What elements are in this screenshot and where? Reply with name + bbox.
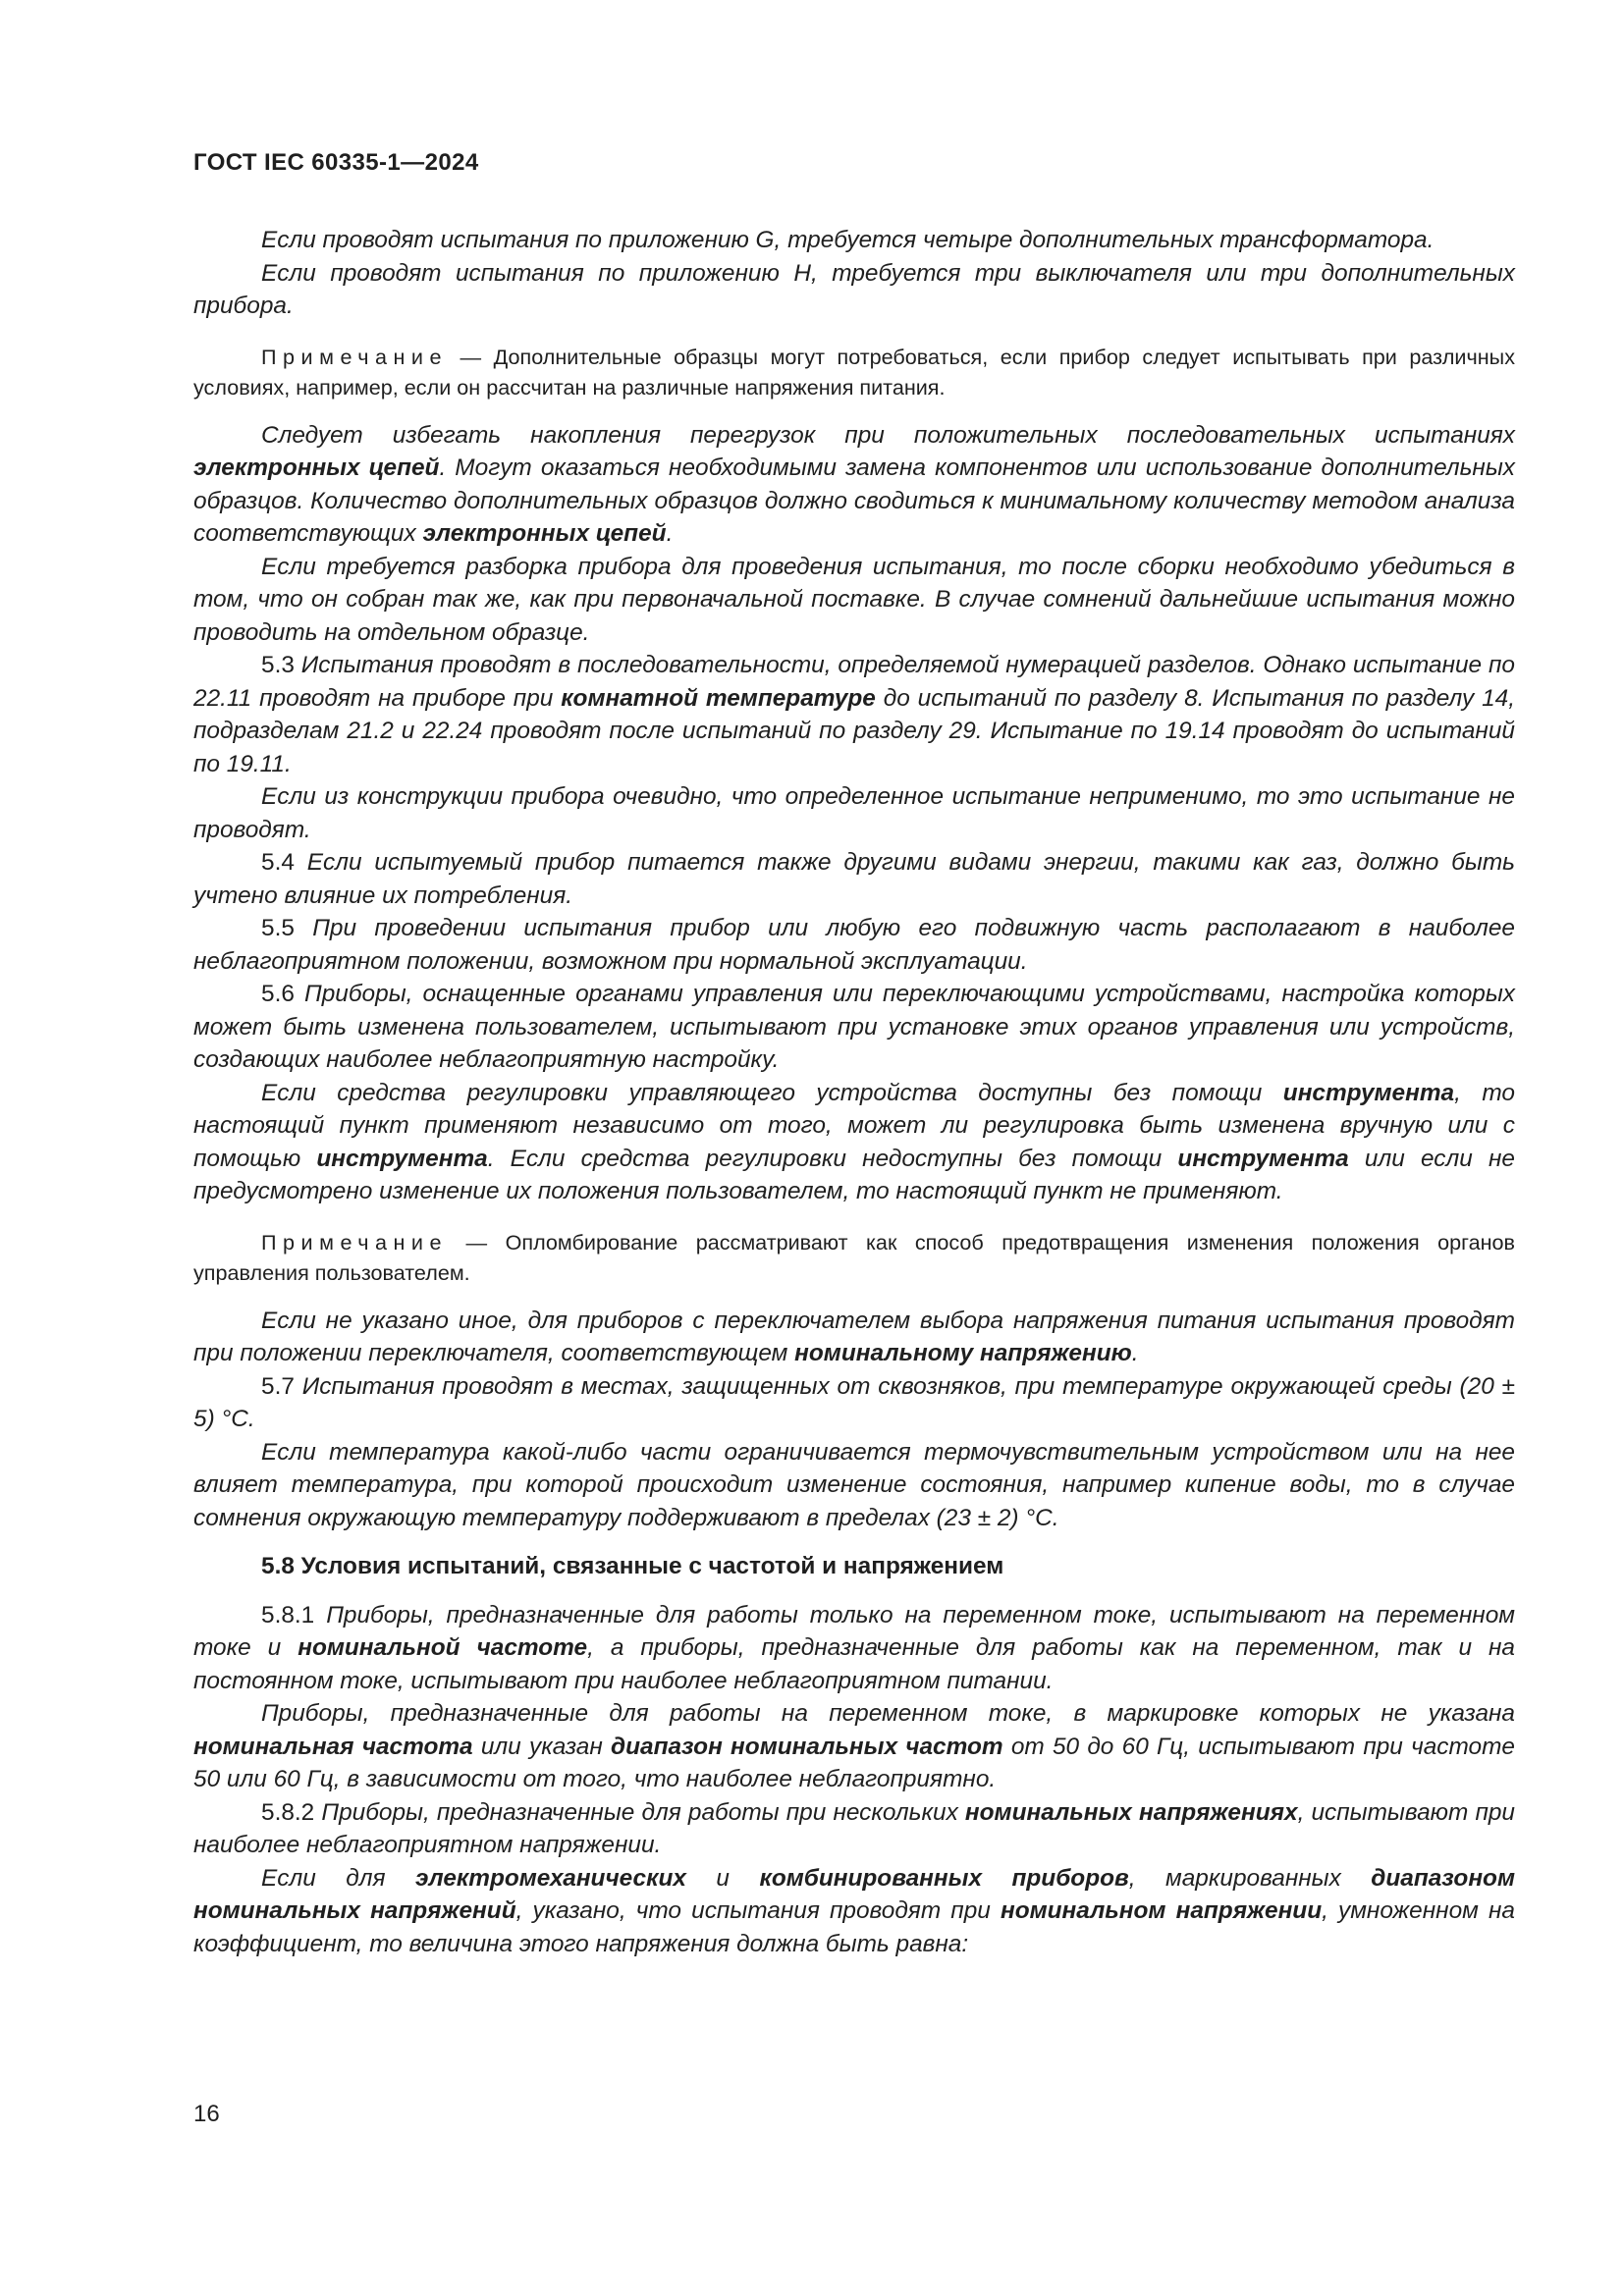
paragraph-disassembly: Если требуется разборка прибора для проведения испытания, то после сборки необходимо убедиться в том, что он собран так же, как при первоначальной поставке. В случае сомнений дальнейшие испытания можно проводить на отдельном образце. <box>193 553 1515 646</box>
text-run: Если не указано иное, для приборов с переключателем выбора напряжения питания испытания проводят при положении переключателя, соответствующем <box>193 1307 1515 1366</box>
note-1 <box>193 342 1515 402</box>
text-run: или указан <box>472 1733 612 1760</box>
text-run: Приборы, оснащенные органами управления или переключающими устройствами, настройка которых может быть изменена пользователем, испытывают при установке этих органов управления или устройств, создающих наиболее неблагоприятную настройку. <box>193 981 1515 1073</box>
defined-term: электронных цепей <box>422 520 667 547</box>
clause-number: 5.4 <box>261 849 295 876</box>
text-run: и <box>685 1864 760 1892</box>
text-run: от 50 до 60 Гц, испытывают при частоте 50 или 60 Гц, в зависимости от того, что наиболее неблагоприятно. <box>193 1733 1515 1792</box>
text-run: или если не предусмотрено изменение их положения пользователем, то настоящий пункт не применяют. <box>193 1145 1515 1204</box>
text-run: Если средства регулировки управляющего устройства доступны без помощи <box>261 1079 1283 1106</box>
defined-term: комбинированных приборов <box>759 1864 1129 1892</box>
clause-number: 5.6 <box>261 981 295 1007</box>
defined-term: электромеханических <box>415 1864 686 1892</box>
clause-5-4 <box>193 846 1515 912</box>
paragraph-voltage-range <box>193 1862 1515 1961</box>
text-run: , а приборы, предназначенные для работы как на переменном, так и на постоянном токе, испытывают при наиболее неблагоприятном питании. <box>193 1634 1515 1694</box>
document-header: ГОСТ IEC 60335-1—2024 <box>193 149 479 176</box>
paragraph-temperature: Если температура какой-либо части ограничивается термочувствительным устройством или на нее влияет температура, при которой происходит изменение состояния, например кипение воды, то в случае сомнения окружающую температуру поддерживают в пределах (23 ± 2) °С. <box>193 1438 1515 1531</box>
defined-term: номинальная частота <box>193 1733 473 1760</box>
text-run: Если для <box>261 1864 416 1892</box>
defined-term: номинальной частоте <box>298 1634 588 1661</box>
note-label: Примечание <box>261 1229 448 1255</box>
text-run: . Могут оказаться необходимыми замена компонентов или использование дополнительных образцов. Количество дополнительных образцов должно сводиться к минимальному количеству методом анализа соответствующих <box>193 454 1515 547</box>
text-run: . Если средства регулировки недоступны без помощи <box>487 1145 1178 1172</box>
defined-term: номинальных напряжениях <box>964 1798 1298 1826</box>
page-number: 16 <box>193 2101 220 2127</box>
text-run: . <box>666 520 674 547</box>
text-run: . <box>1131 1340 1139 1366</box>
text-run: , испытывают при наиболее неблагоприятном напряжении. <box>193 1798 1515 1858</box>
defined-term: номинальному напряжению <box>794 1340 1132 1366</box>
note-label: Примечание <box>261 344 448 369</box>
clause-5-7 <box>193 1370 1515 1436</box>
note-text: — Дополнительные образцы могут потребоваться, если прибор следует испытывать при различных условиях, например, если он рассчитан на различные напряжения питания. <box>193 344 1515 400</box>
text-run: Следует избегать накопления перегрузок при положительных последовательных испытаниях <box>261 421 1515 449</box>
text-run: , умноженном на коэффициент, то величина этого напряжения должна быть равна: <box>193 1897 1515 1957</box>
note-text: — Опломбирование рассматривают как способ предотвращения изменения положения органов управления пользователем. <box>193 1229 1515 1285</box>
paragraph-annex-g: Если проводят испытания по приложению G, требуется четыре дополнительных трансформатора. <box>261 227 1435 253</box>
defined-term: инструмента <box>1177 1145 1349 1172</box>
text-run: Испытания проводят в последовательности, определяемой нумерацией разделов. Однако испытание по 22.11 проводят на приборе при <box>193 652 1515 712</box>
section-heading-5-8: 5.8 Условия испытаний, связанные с частотой и напряжением <box>261 1553 1004 1579</box>
clause-number: 5.8.2 <box>261 1798 315 1826</box>
text-run: Приборы, предназначенные для работы при нескольких <box>314 1798 965 1826</box>
text-run: , то настоящий пункт применяют независимо от того, может ли регулировка быть изменена вручную или с помощью <box>193 1079 1516 1172</box>
defined-term: номинальном напряжении <box>1000 1897 1323 1924</box>
page-body <box>193 224 1515 1960</box>
defined-term: диапазоном номинальных напряжений <box>193 1864 1515 1924</box>
defined-term: инструмента <box>316 1145 488 1172</box>
clause-number: 5.3 <box>261 652 295 678</box>
defined-term: комнатной температуре <box>561 684 876 712</box>
text-run: При проведении испытания прибор или любую его подвижную часть располагают в наиболее неблагоприятном положении, возможном при нормальной эксплуатации. <box>193 915 1515 975</box>
clause-number: 5.5 <box>261 915 295 941</box>
clause-5-6 <box>193 978 1515 1077</box>
text-run: Если испытуемый прибор питается также другими видами энергии, такими как газ, должно быть учтено влияние их потребления. <box>193 849 1515 909</box>
paragraph-frequency <box>193 1697 1515 1796</box>
clause-5-8-1 <box>193 1599 1515 1698</box>
text-run: Испытания проводят в местах, защищенных от сквозняков, при температуре окружающей среды (20 ± 5) °С. <box>193 1372 1515 1432</box>
text-run: , указано, что испытания проводят при <box>515 1897 1001 1924</box>
paragraph-inapplicable: Если из конструкции прибора очевидно, что определенное испытание неприменимо, то это испытание не проводят. <box>193 783 1515 843</box>
clause-number: 5.8.1 <box>261 1601 315 1629</box>
text-run: , маркированных <box>1128 1864 1372 1892</box>
clause-5-8-2 <box>193 1796 1515 1862</box>
paragraph-voltage-selector <box>193 1305 1515 1370</box>
paragraph-annex-h: Если проводят испытания по приложению Н, требуется три выключателя или три дополнительных прибора. <box>193 259 1515 319</box>
clause-5-5 <box>193 912 1515 978</box>
defined-term: электронных цепей <box>193 454 440 481</box>
defined-term: диапазон номинальных частот <box>611 1733 1003 1760</box>
defined-term: инструмента <box>1282 1079 1455 1106</box>
paragraph-tool <box>193 1077 1515 1208</box>
clause-number: 5.7 <box>261 1372 295 1400</box>
clause-5-3 <box>193 649 1515 780</box>
text-run: Приборы, предназначенные для работы на переменном токе, в маркировке которых не указана <box>261 1700 1515 1727</box>
text-run: Приборы, предназначенные для работы только на переменном токе, испытывают на переменном токе и <box>193 1601 1515 1661</box>
text-run: до испытаний по разделу 8. Испытания по разделу 14, подразделам 21.2 и 22.24 проводят после испытаний по разделу 29. Испытание по 19.14 проводят до испытаний по 19.11. <box>193 684 1515 777</box>
paragraph-overload <box>193 419 1515 551</box>
note-2 <box>193 1227 1515 1288</box>
